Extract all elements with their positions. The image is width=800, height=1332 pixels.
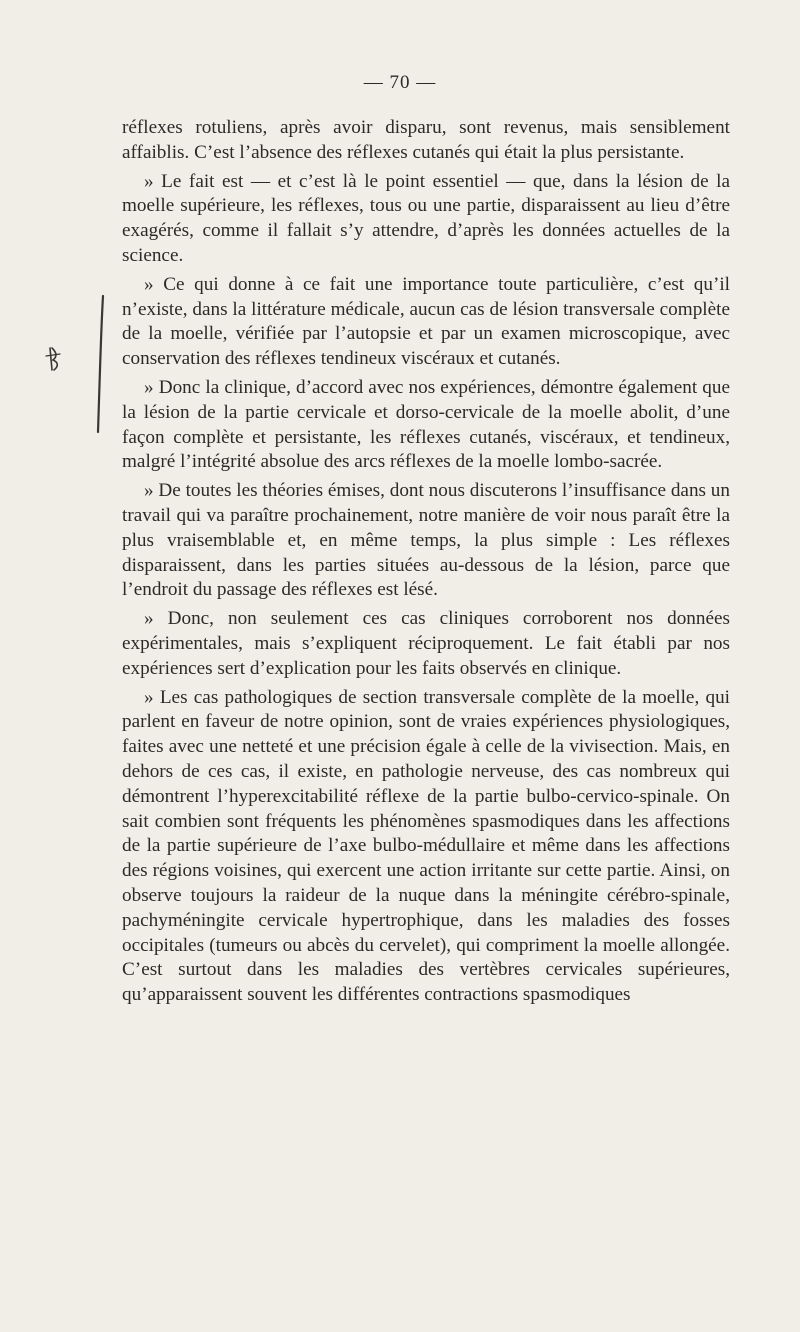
paragraph-5: » De toutes les théories émises, dont nous discuterons l’insuffisance dans un travail qui va paraître prochainement, notre manière de voir nous paraît être la plus vraisemblable et, en même temps, la plus simple : Les réflexes disparaissent, dans les parties situées au-dessous de la lésion, parce que l’endroit du passage des réflexes est lésé. <box>122 480 730 601</box>
page-number: — 70 — <box>363 72 437 93</box>
paragraph-4: » Donc la clinique, d’accord avec nos expériences, démontre également que la lésion de la partie cervicale et dorso-cervicale de la moelle abolit, d’une façon complète et persistante, les réflexes cutanés, viscéraux, et tendineux, malgré l’intégrité absolue des arcs réflexes de la moelle lombo-sacrée. <box>122 376 730 473</box>
body-text <box>122 116 730 1012</box>
handwritten-pencil-mark-icon <box>40 290 120 440</box>
paragraph-3: » Ce qui donne à ce fait une importance toute particulière, c’est qu’il n’existe, dans la littérature médicale, aucun cas de lésion transversale complète de la moelle, vérifiée par l’autopsie et par un examen microscopique, avec conservation des réflexes tendineux viscéraux et cutanés. <box>122 273 730 370</box>
paragraph-2: » Le fait est — et c’est là le point essentiel — que, dans la lésion de la moelle supérieure, les réflexes, tous ou une partie, disparaissent au lieu d’être exagérés, comme il fallait s’y attendre, d’après les données actuelles de la science. <box>122 170 730 266</box>
paragraph-6: » Donc, non seulement ces cas cliniques corroborent nos données expérimentales, mais s’expliquent réciproquement. Le fait établi par nos expériences sert d’explication pour les faits observés en clinique. <box>122 608 730 679</box>
paragraph-1: réflexes rotuliens, après avoir disparu, sont revenus, mais sensiblement affaiblis. C’est l’absence des réflexes cutanés qui était la plus persistante. <box>122 117 730 163</box>
paragraph-7: » Les cas pathologiques de section transversale complète de la moelle, qui parlent en faveur de notre opinion, sont de vraies expériences physiologiques, faites avec une netteté et une précision égale à celle de la vivisection. Mais, en dehors de ces cas, il existe, en pathologie nerveuse, des cas nombreux qui démontrent l’hyperexcitabilité réflexe de la partie bulbo-cervico-spinale. On sait combien sont fréquents les phénomènes spasmodiques dans les affections de la partie supérieure de l’axe bulbo-médullaire et même dans les affections des régions voisines, qui exercent une action irritante sur cette partie. Ainsi, on observe toujours la raideur de la nuque dans la méningite cérébro-spinale, pachyméningite cervicale hypertrophique, dans les maladies des fosses occipitales (tumeurs ou abcès du cervelet), qui compriment la moelle allongée. C’est surtout dans les maladies des vertèbres cervicales supérieures, qu’apparaissent souvent les différentes contractions spasmodiques <box>122 686 730 1006</box>
